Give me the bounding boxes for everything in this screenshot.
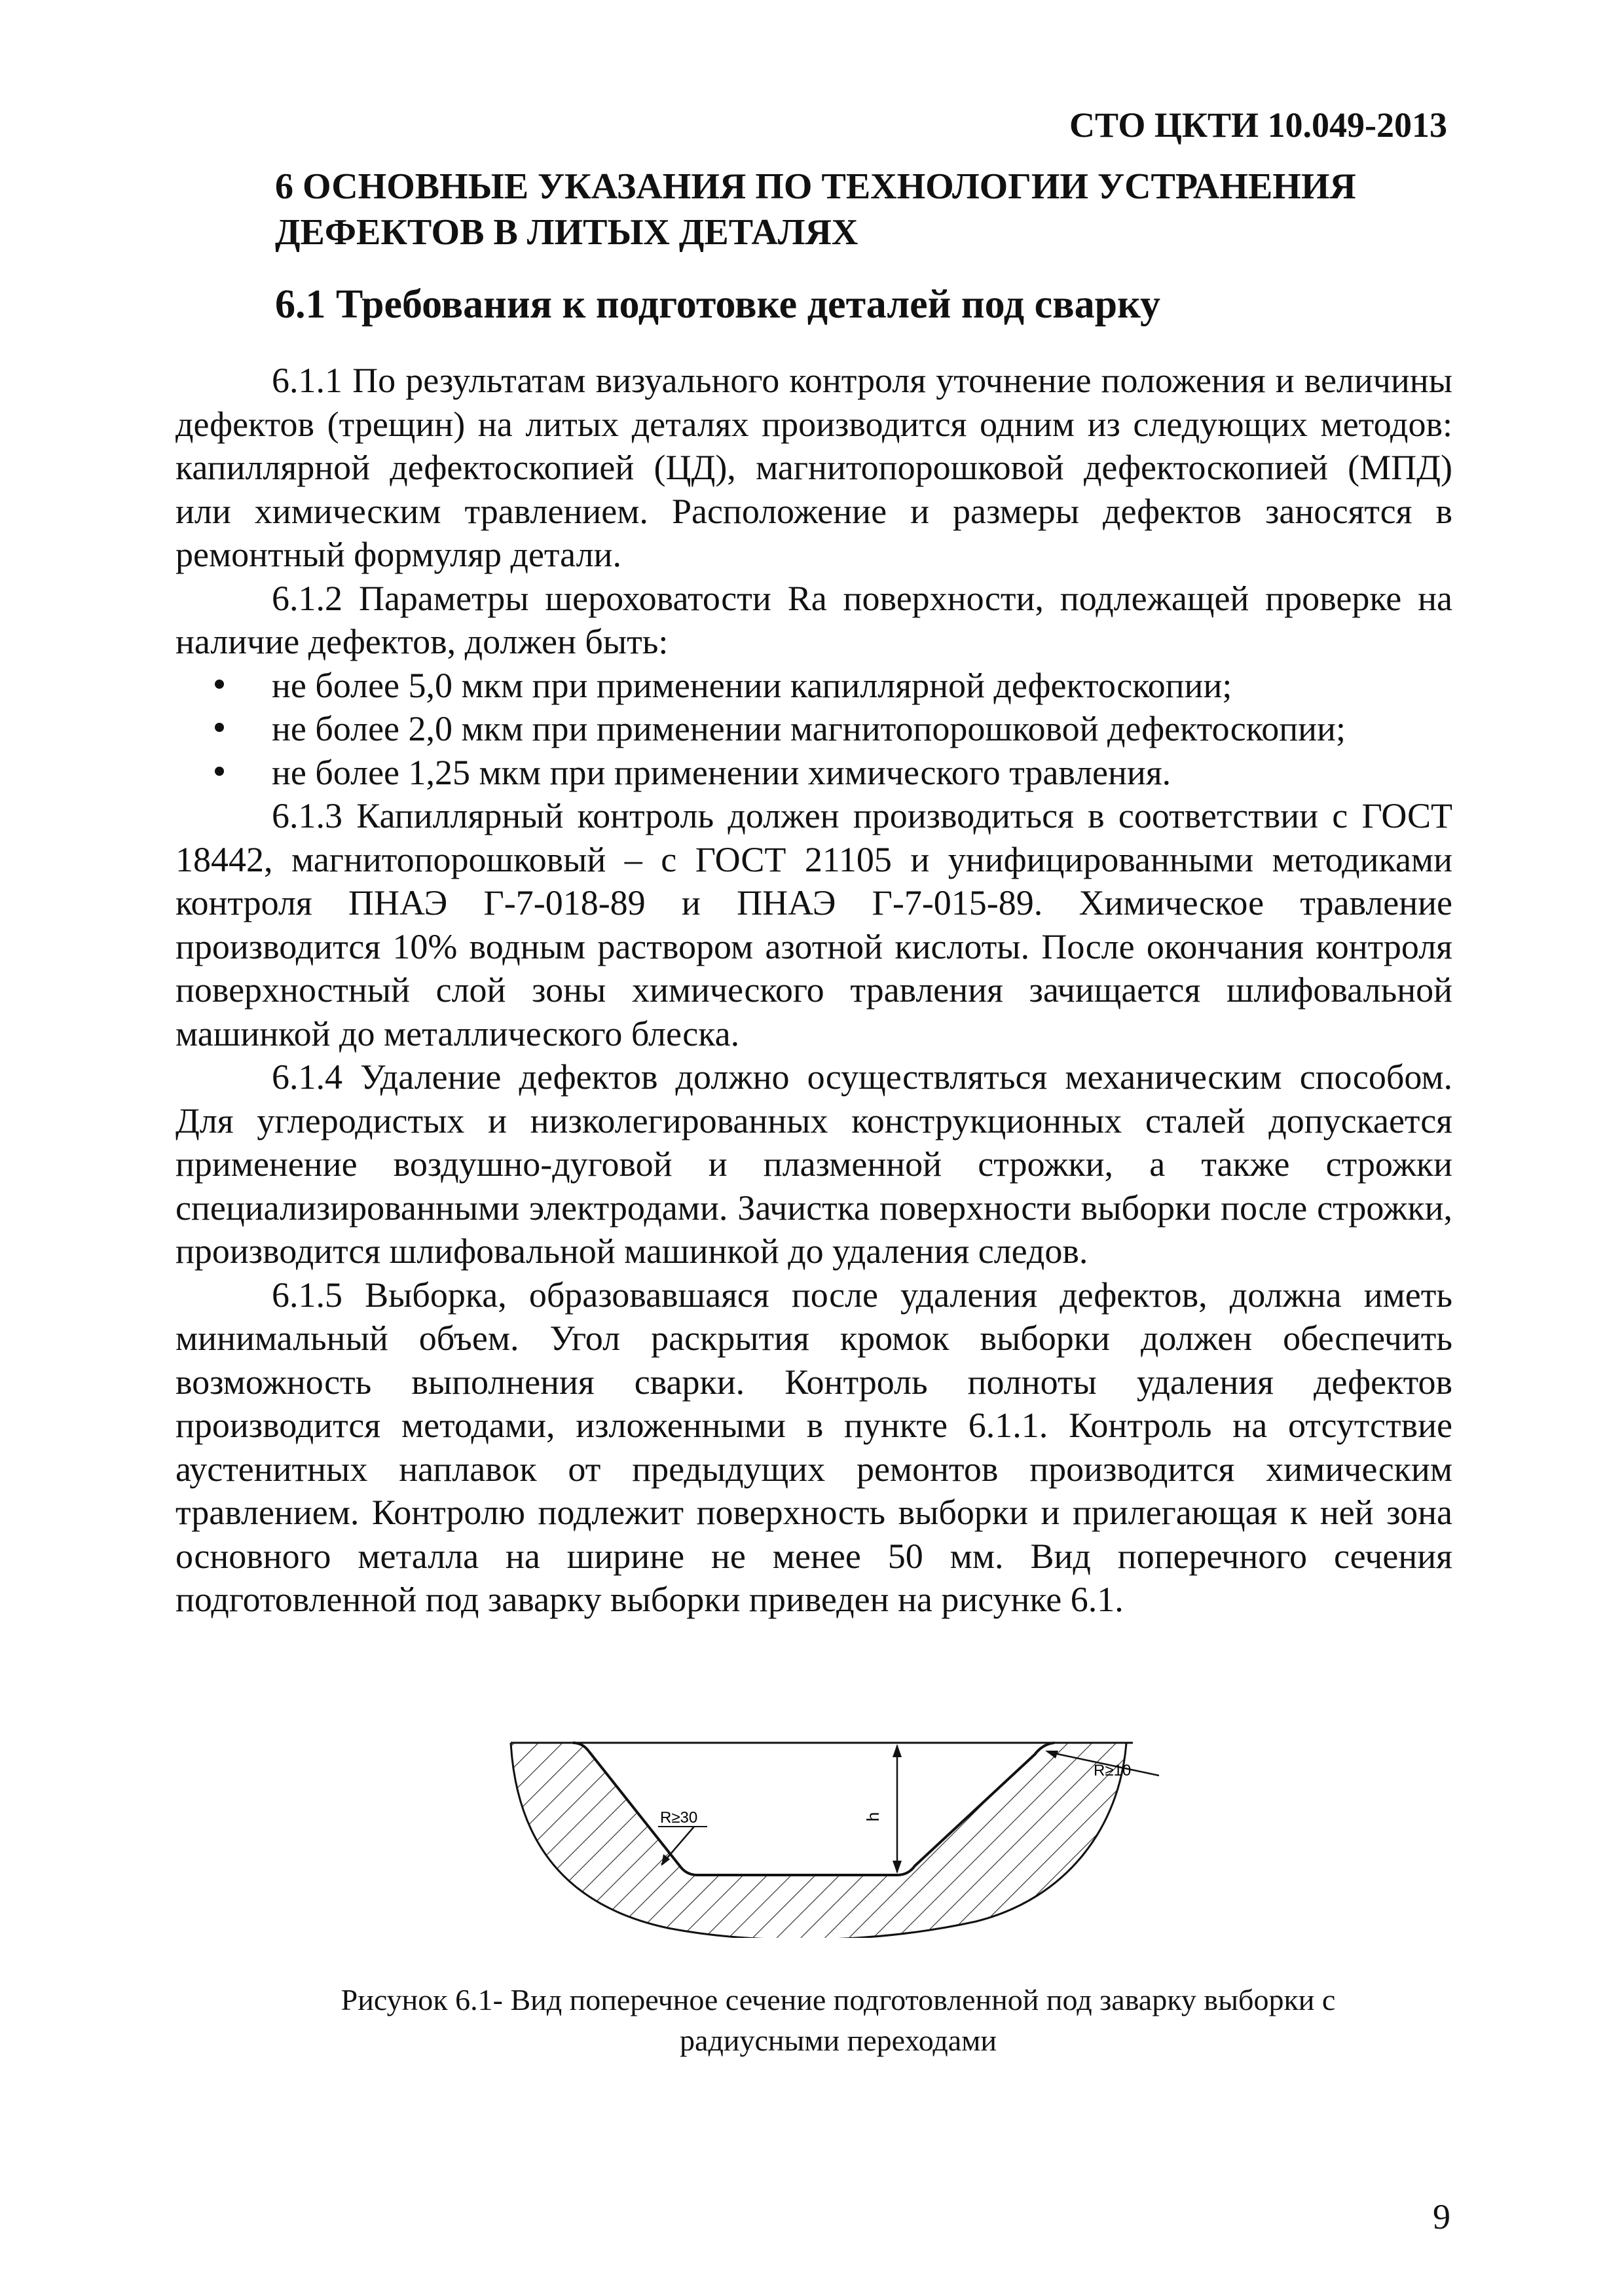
depth-label: h (863, 1812, 883, 1822)
list-item-text: не более 1,25 мкм при применении химического травления. (272, 752, 1172, 792)
bullet-icon (215, 767, 224, 776)
radius-large-label: R≥30 (660, 1809, 698, 1827)
paragraph-6-1-4: 6.1.4 Удаление дефектов должно осуществляться механическим способом. Для углеродистых и низколегированных конструкционных сталей допускается применение воздушно-дуговой и плазменной строжки, а также строжки специализированными электродами. Зачистка поверхности выборки после строжки, производится шлифовальной машинкой до удаления следов. (175, 1057, 1452, 1271)
section-title-line-2: ДЕФЕКТОВ В ЛИТЫХ ДЕТАЛЯХ (275, 212, 858, 253)
base-metal-hatch (511, 1743, 1126, 1938)
list-item (175, 707, 1452, 751)
document-code: СТО ЦКТИ 10.049-2013 (1069, 105, 1447, 145)
list-item-text: не более 5,0 мкм при применении капиллярной дефектоскопии; (272, 665, 1232, 705)
section-title (275, 164, 1486, 255)
paragraph-6-1-5: 6.1.5 Выборка, образовавшаяся после удаления дефектов, должна иметь минимальный объем. Угол раскрытия кромок выборки должен обеспечить возможность выполнения сварки. Контроль полноты удаления дефектов производится методами, изложенными в пункте 6.1.1. Контроль на отсутствие аустенитных наплавок от предыдущих ремонтов производится химическим травлением. Контролю подлежит поверхность выборки и прилегающая к ней зона основного металла на ширине не менее 50 мм. Вид поперечного сечения подготовленной под заварку выборки приведен на рисунке 6.1. (175, 1275, 1452, 1619)
arrow-down-icon (893, 1861, 902, 1874)
roughness-list (175, 664, 1452, 795)
groove-cross-section-figure (504, 1728, 1159, 1938)
figure-caption (262, 1980, 1414, 2061)
page-number: 9 (1433, 2197, 1450, 2236)
bullet-icon (215, 680, 224, 689)
caption-line-2: радиусными переходами (680, 2024, 997, 2057)
paragraph-6-1-1: 6.1.1 По результатам визуального контроля уточнение положения и величины дефектов (трещин) на литых деталях производится одним из следующих методов: капиллярной дефектоскопией (ЦД), магнитопорошковой дефектоскопией (МПД) или химическим травлением. Расположение и размеры дефектов заносятся в ремонтный формуляр детали. (175, 361, 1452, 574)
list-item (175, 751, 1452, 795)
subsection-title: 6.1 Требования к подготовке деталей под сварку (275, 282, 1160, 327)
caption-line-1: Рисунок 6.1- Вид поперечное сечение подготовленной под заварку выборки с (341, 1983, 1336, 2016)
list-item-text: не более 2,0 мкм при применении магнитопорошковой дефектоскопии; (272, 709, 1346, 748)
paragraph-6-1-2: 6.1.2 Параметры шероховатости Ra поверхности, подлежащей проверке на наличие дефектов, должен быть: (175, 578, 1452, 661)
radius-small-label: R≥10 (1094, 1762, 1132, 1779)
list-item (175, 664, 1452, 708)
bullet-icon (215, 723, 224, 732)
paragraph-6-1-3: 6.1.3 Капиллярный контроль должен производиться в соответствии с ГОСТ 18442, магнитопорошковый – с ГОСТ 21105 и унифицированными методиками контроля ПНАЭ Г-7-018-89 и ПНАЭ Г-7-015-89. Химическое травление производится 10% водным раствором азотной кислоты. После окончания контроля поверхностный слой зоны химического травления зачищается шлифовальной машинкой до металлического блеска. (175, 796, 1452, 1053)
body-text (175, 359, 1452, 1622)
section-title-line-1: 6 ОСНОВНЫЕ УКАЗАНИЯ ПО ТЕХНОЛОГИИ УСТРАНЕНИЯ (275, 166, 1356, 207)
arrow-up-icon (893, 1744, 902, 1757)
